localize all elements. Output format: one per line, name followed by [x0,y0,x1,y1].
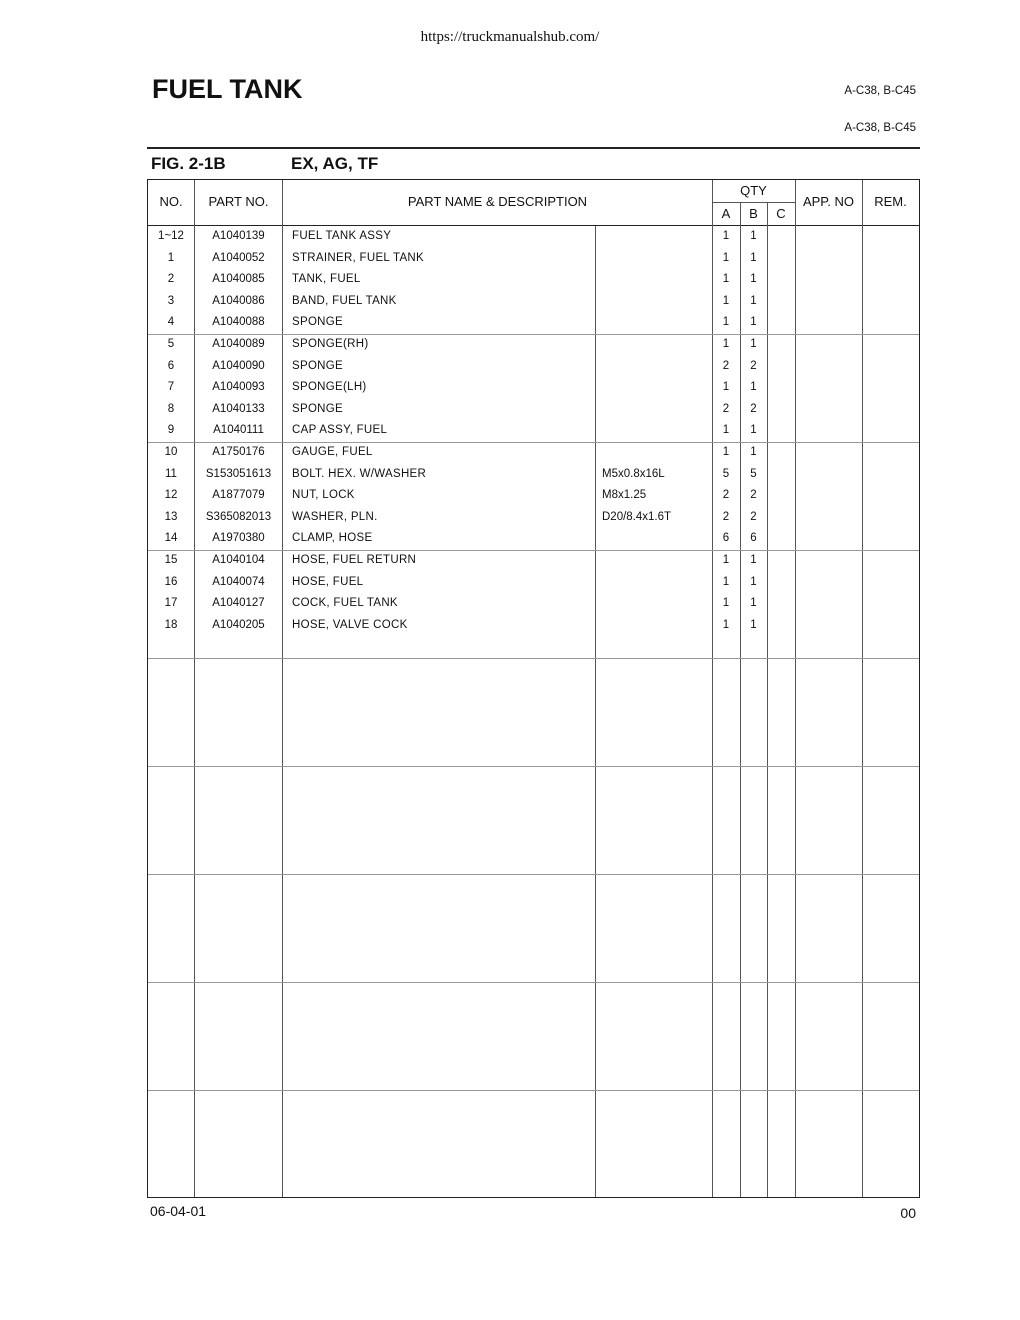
cell-name: BOLT. HEX. W/WASHER [292,467,427,480]
cell-no: 13 [164,510,178,523]
cell-no: 8 [167,402,175,415]
qty-subheader-divider [712,202,795,203]
figure-number: FIG. 2-1B [151,154,226,173]
cell-part-no: A1750176 [212,446,265,458]
cell-qty-a: 2 [722,402,730,415]
cell-no: 5 [167,338,175,350]
cell-part-no: A1040111 [213,424,264,437]
cell-part-no: S153051613 [205,467,272,480]
cell-part-no: A1040086 [212,294,265,307]
footer-page-number: 00 [900,1205,916,1221]
group-divider [148,982,919,983]
cell-part-no: A1040104 [212,554,265,566]
col-header-app-no: APP. NO [802,194,855,209]
footer-date: 06-04-01 [150,1203,207,1219]
cell-no: 7 [167,381,175,394]
cell-part-no: A1040093 [212,381,265,394]
cell-no: 1 [167,251,175,264]
cell-no: 16 [164,575,178,588]
cell-spec: D20/8.4x1.6T [602,510,672,523]
cell-part-no: A1970380 [212,532,265,545]
group-divider [148,874,919,875]
table-row [148,442,919,464]
cell-qty-b: 1 [750,230,757,242]
cell-qty-b: 1 [750,618,757,631]
group-divider [148,658,919,659]
col-header-no: NO. [159,194,183,209]
cell-qty-a: 1 [722,338,730,350]
cell-qty-b: 1 [750,381,757,394]
cell-part-no: A1040090 [212,359,265,372]
cell-name: SPONGE [292,316,344,329]
cell-no: 14 [164,532,178,545]
cell-qty-b: 2 [750,402,757,415]
cell-qty-a: 5 [722,467,730,480]
cell-part-no: A1040127 [212,597,265,610]
cell-qty-a: 1 [722,618,730,631]
cell-spec: M5x0.8x16L [602,467,665,480]
cell-name: SPONGE(LH) [292,381,367,394]
cell-qty-a: 1 [722,575,730,588]
cell-spec: M8x1.25 [602,489,647,502]
cell-qty-b: 2 [750,510,757,523]
cell-no: 9 [167,424,175,437]
cell-qty-b: 1 [750,338,757,350]
cell-name: BAND, FUEL TANK [292,294,397,307]
cell-part-no: A1040205 [212,618,265,631]
cell-part-no: A1040085 [212,273,265,286]
cell-part-no: A1040133 [212,402,265,415]
col-header-qty-a: A [721,206,731,221]
cell-name: TANK, FUEL [292,273,361,286]
cell-part-no: A1040088 [212,316,265,329]
cell-qty-b: 1 [750,316,757,329]
source-url[interactable]: https://truckmanualshub.com/ [420,29,600,45]
cell-qty-b: 1 [750,575,757,588]
table-row [148,248,919,270]
cell-no: 2 [167,273,175,286]
table-row [148,356,919,378]
cell-qty-b: 1 [750,294,757,307]
group-divider [148,1090,919,1091]
cell-no: 11 [165,467,177,480]
cell-name: SPONGE [292,402,344,415]
col-header-qty-c: C [776,206,786,221]
parts-table [147,179,920,1198]
cell-qty-a: 2 [722,359,730,372]
cell-qty-b: 1 [750,597,757,610]
cell-name: COCK, FUEL TANK [292,597,398,610]
cell-part-no: A1040089 [212,338,265,350]
table-row [148,269,919,291]
cell-name: HOSE, FUEL RETURN [292,554,417,566]
col-header-part-no: PART NO. [208,194,269,209]
cell-qty-a: 1 [722,251,730,264]
cell-qty-a: 2 [722,489,730,502]
col-header-name: PART NAME & DESCRIPTION [407,194,588,209]
table-row [148,464,919,486]
cell-qty-b: 6 [750,532,757,545]
cell-qty-a: 1 [722,381,730,394]
cell-qty-b: 1 [750,251,757,264]
cell-name: NUT, LOCK [292,489,355,502]
table-row [148,334,919,356]
cell-name: SPONGE [292,359,344,372]
cell-qty-b: 1 [750,446,757,458]
cell-no: 1~12 [158,230,184,242]
table-row [148,485,919,507]
table-row [148,615,919,637]
table-row [148,377,919,399]
table-row [148,399,919,421]
cell-qty-b: 5 [750,467,757,480]
cell-no: 6 [167,359,175,372]
cell-no: 12 [164,489,178,502]
page-title: FUEL TANK [152,74,303,104]
cell-qty-a: 1 [722,273,730,286]
cell-name: WASHER, PLN. [292,510,378,523]
cell-part-no: A1877079 [212,489,265,502]
cell-no: 3 [167,294,175,307]
table-row [148,226,919,248]
table-row [148,550,919,572]
table-row [148,312,919,334]
table-row [148,572,919,594]
cell-qty-a: 1 [722,316,730,329]
cell-qty-a: 2 [722,510,730,523]
cell-qty-a: 1 [722,597,730,610]
cell-name: GAUGE, FUEL [292,446,373,458]
cell-name: STRAINER, FUEL TANK [292,251,425,264]
cell-qty-a: 1 [722,446,730,458]
group-divider [148,766,919,767]
cell-name: CAP ASSY, FUEL [292,424,388,437]
model-code-1: A-C38, B-C45 [844,85,916,97]
model-code-2: A-C38, B-C45 [844,122,916,134]
cell-qty-a: 1 [722,230,730,242]
cell-no: 15 [164,554,178,566]
cell-qty-b: 1 [750,273,757,286]
cell-qty-a: 1 [722,554,730,566]
cell-qty-b: 2 [750,359,757,372]
cell-no: 10 [164,446,178,458]
col-header-qty: QTY [740,183,767,198]
figure-variants: EX, AG, TF [291,154,379,173]
cell-no: 18 [164,618,178,631]
table-row [148,420,919,442]
cell-no: 4 [167,316,175,329]
table-row [148,291,919,313]
cell-part-no: S365082013 [205,510,272,523]
table-row [148,593,919,615]
cell-name: FUEL TANK ASSY [292,230,392,242]
cell-part-no: A1040052 [212,251,265,264]
cell-part-no: A1040139 [212,230,265,242]
table-row [148,507,919,529]
table-row [148,528,919,550]
cell-qty-a: 1 [722,294,730,307]
cell-qty-b: 1 [750,424,757,437]
cell-qty-b: 1 [750,554,757,566]
cell-name: HOSE, VALVE COCK [292,618,408,631]
cell-no: 17 [164,597,178,610]
col-header-rem: REM. [874,194,907,209]
cell-qty-b: 2 [750,489,757,502]
cell-name: SPONGE(RH) [292,338,369,350]
cell-name: HOSE, FUEL [292,575,364,588]
col-header-qty-b: B [749,206,758,221]
cell-name: CLAMP, HOSE [292,532,373,545]
cell-part-no: A1040074 [212,575,265,588]
cell-qty-a: 6 [722,532,730,545]
title-divider [147,147,920,149]
cell-qty-a: 1 [722,424,730,437]
